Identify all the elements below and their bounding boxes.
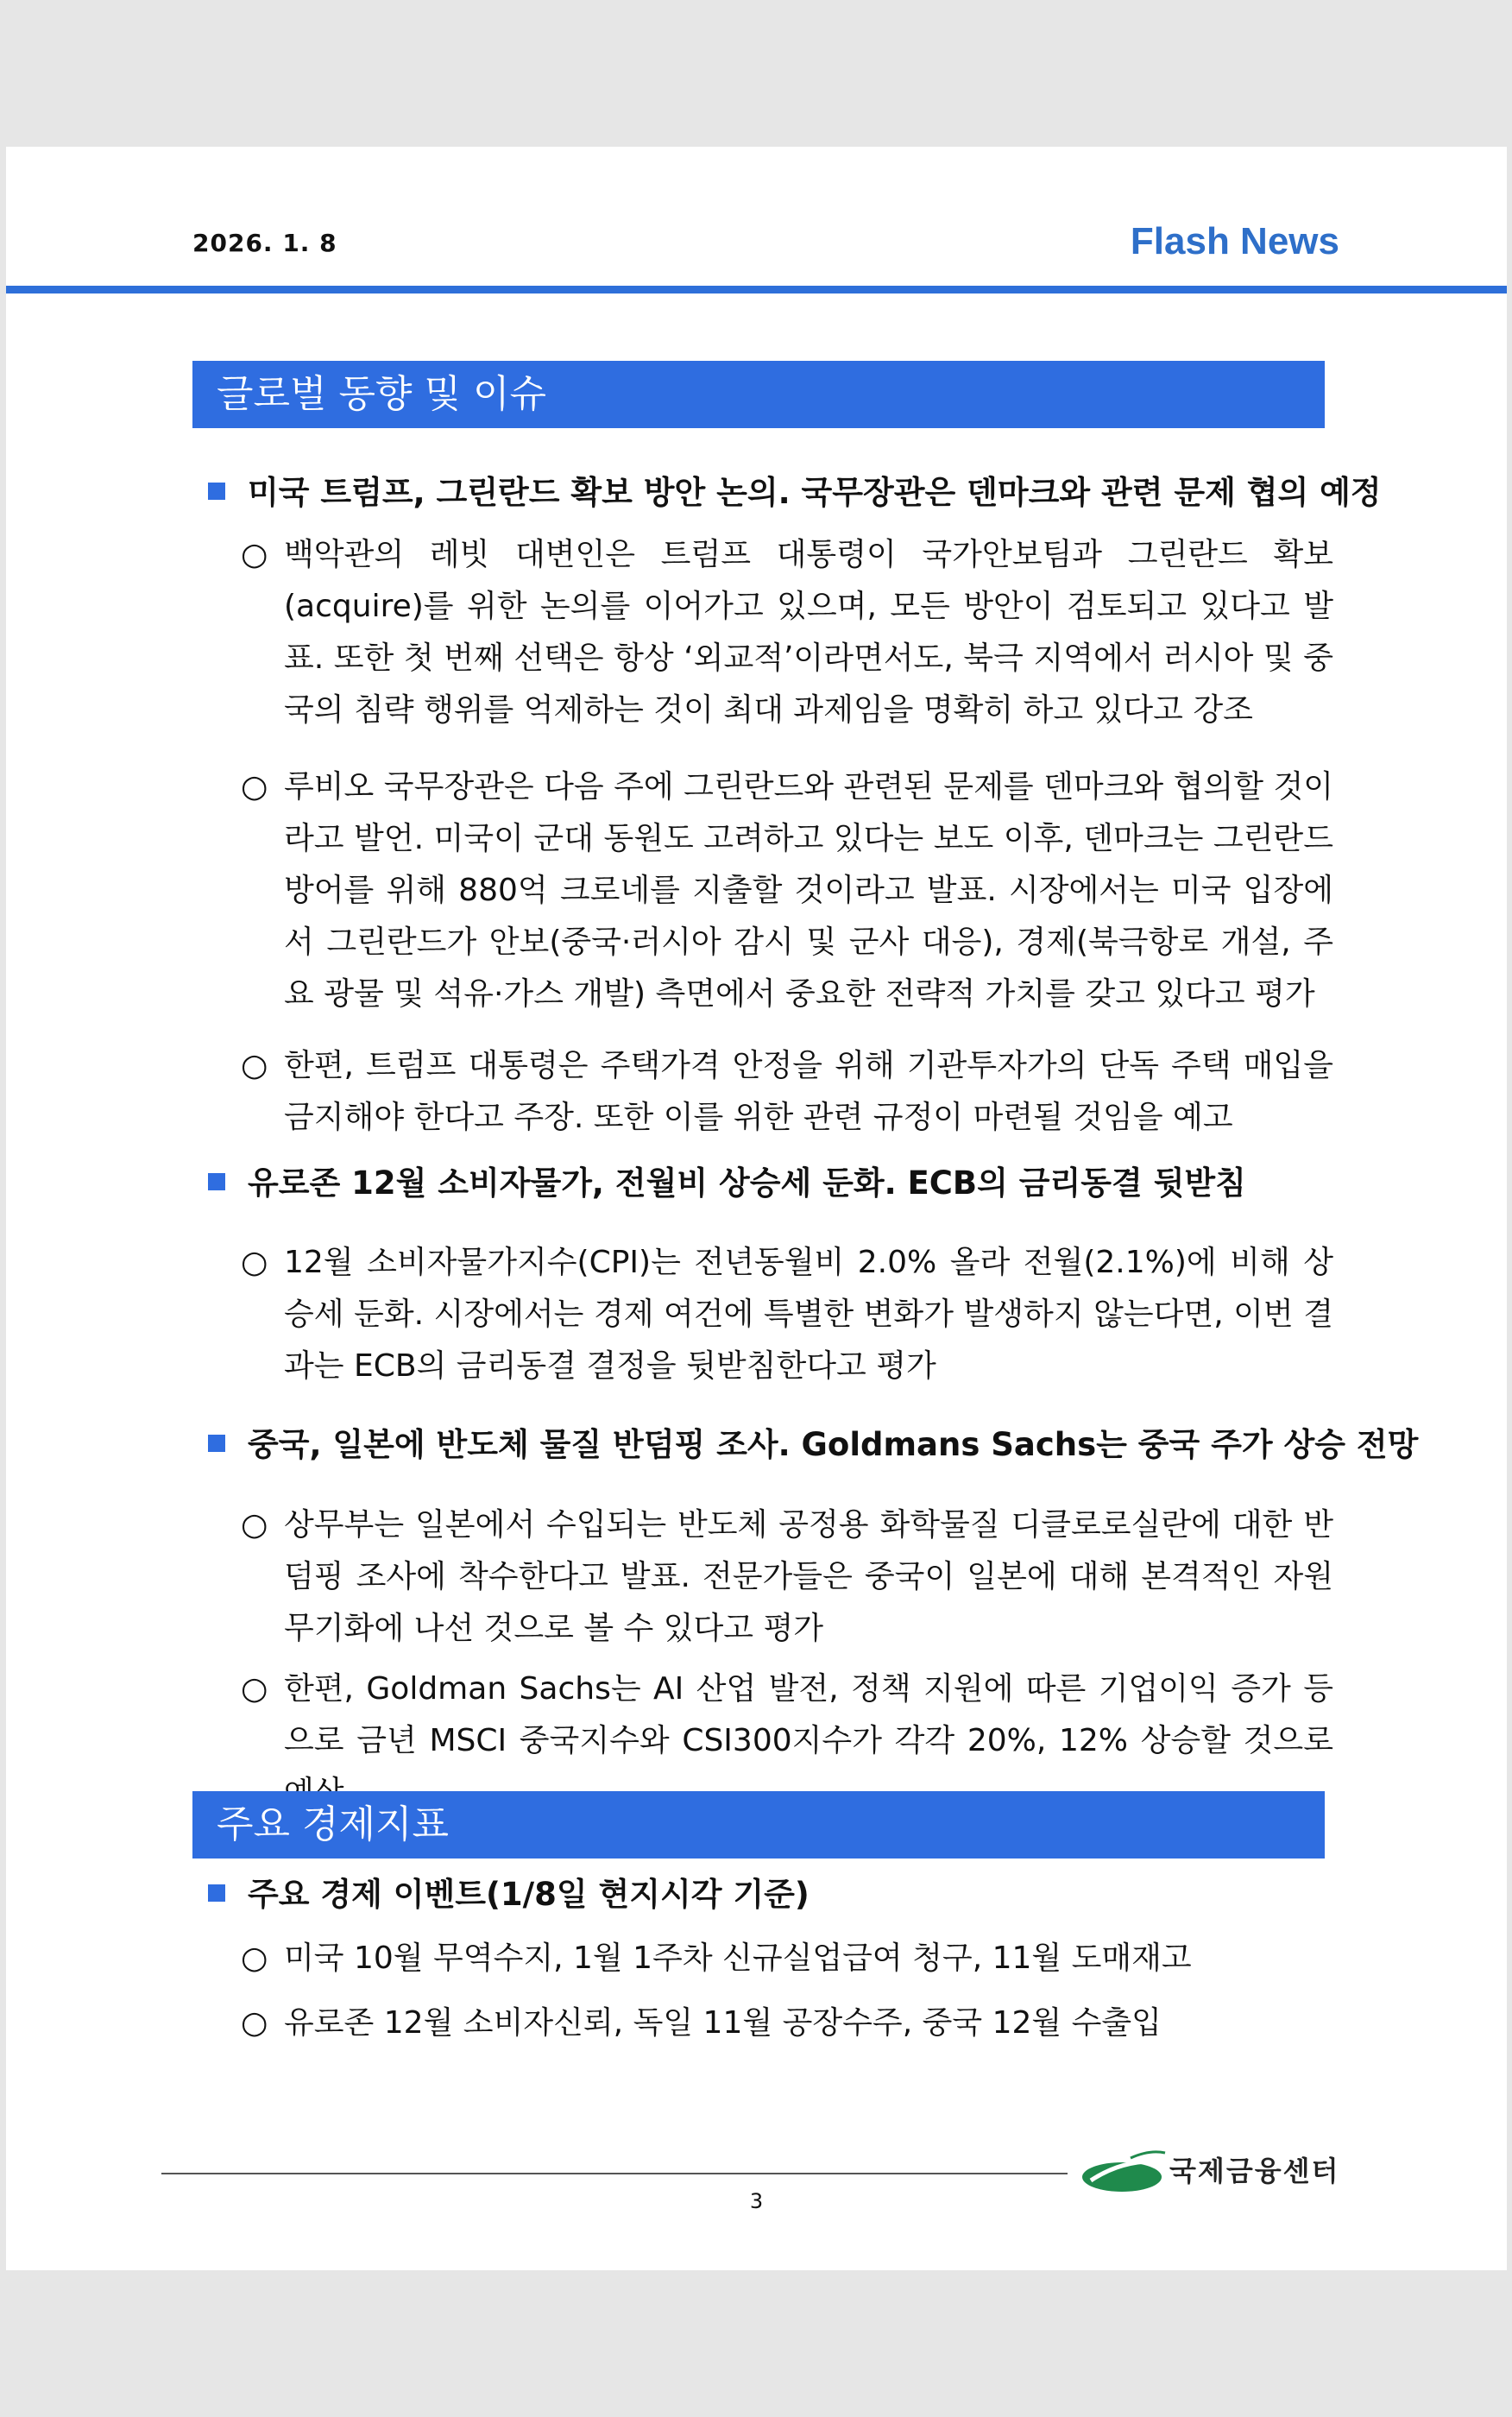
document-page bbox=[6, 147, 1507, 2270]
bullet-text: 유로존 12월 소비자신뢰, 독일 11월 공장수주, 중국 12월 수출입 bbox=[284, 2005, 1162, 2041]
topic-headline bbox=[208, 1157, 1246, 1203]
bullet-text: 백악관의 레빗 대변인은 트럼프 대통령이 국가안보팀과 그린란드 확보(acquire)를 위한 논의를 이어가고 있으며, 모든 방안이 검토되고 있다고 발표. 또한 첫 번째 선택은 항상 ‘외교적’이라면서도, 북극 지역에서 러시아 및 중국의 침략 행위를 억제하는 것이 최대 과제임을 명확히 하고 있다고 강조 bbox=[284, 537, 1333, 728]
square-bullet-icon bbox=[208, 1173, 225, 1190]
list-item bbox=[241, 761, 1333, 1020]
bullet-text: 한편, Goldman Sachs는 AI 산업 발전, 정책 지원에 따른 기업이익 증가 등으로 금년 MSCI 중국지수와 CSI300지수가 각각 20%, 12% 상승할 것으로 bbox=[284, 1671, 1333, 1758]
list-item bbox=[241, 1997, 1333, 2049]
topic-headline bbox=[208, 1868, 810, 1915]
brand-title: Flash News bbox=[1130, 220, 1339, 262]
topic-headline bbox=[208, 1418, 1418, 1465]
list-item bbox=[241, 1237, 1333, 1392]
list-item bbox=[241, 1933, 1333, 1985]
list-item bbox=[241, 1499, 1333, 1655]
circle-bullet-icon: ○ bbox=[241, 769, 268, 805]
circle-bullet-icon: ○ bbox=[241, 2005, 268, 2041]
report-date: 2026. 1. 8 bbox=[192, 229, 337, 257]
headline-text: 미국 트럼프, 그린란드 확보 방안 논의. 국무장관은 덴마크와 관련 문제 협의 예정 bbox=[248, 474, 1382, 511]
bullet-text: 상무부는 일본에서 수입되는 반도체 공정용 화학물질 디클로로실란에 대한 반덤핑 조사에 착수한다고 발표. 전문가들은 중국이 일본에 대해 본격적인 자원 무기화에 나선 것으로 볼 수 있다고 평가 bbox=[284, 1507, 1333, 1646]
headline-text: 중국, 일본에 반도체 물질 반덤핑 조사. Goldmans Sachs는 중국 주가 상승 전망 bbox=[248, 1426, 1419, 1463]
bullet-text: 루비오 국무장관은 다음 주에 그린란드와 관련된 문제를 덴마크와 협의할 것이라고 발언. 미국이 군대 동원도 고려하고 있다는 보도 이후, 덴마크는 그린란드 방어를 위해 880억 크로네를 지출할 것이라고 발표. 시장에서는 미국 입장에서 그린란드가 안보(중국·러시아 감시 및 군사 대응), 경제(북극항로 개설, 주요 광물 및 석유·가스 개발) 측면에서 중요한 전략적 가치를 갖고 있다고 평가 bbox=[284, 769, 1333, 1012]
circle-bullet-icon: ○ bbox=[241, 1507, 268, 1543]
headline-text: 주요 경제 이벤트(1/8일 현지시각 기준) bbox=[248, 1876, 810, 1913]
section-title-indicators: 주요 경제지표 bbox=[192, 1791, 1325, 1859]
section-title-global: 글로벌 동향 및 이슈 bbox=[192, 361, 1325, 428]
list-item bbox=[241, 1040, 1333, 1144]
circle-bullet-icon: ○ bbox=[241, 537, 268, 572]
header-divider bbox=[6, 286, 1507, 293]
list-item bbox=[241, 529, 1333, 736]
square-bullet-icon bbox=[208, 1435, 225, 1452]
topic-headline bbox=[208, 466, 1382, 513]
footer-divider bbox=[161, 2173, 1068, 2174]
bullet-text: 미국 10월 무역수지, 1월 1주차 신규실업급여 청구, 11월 도매재고 bbox=[284, 1941, 1192, 1976]
square-bullet-icon bbox=[208, 1884, 225, 1902]
circle-bullet-icon: ○ bbox=[241, 1941, 268, 1976]
circle-bullet-icon: ○ bbox=[241, 1245, 268, 1280]
bullet-text: 12월 소비자물가지수(CPI)는 전년동월비 2.0% 올라 전월(2.1%)에 비해 상승세 둔화. 시장에서는 경제 여건에 특별한 변화가 발생하지 않는다면, 이번 결과는 ECB의 금리동결 결정을 뒷받침한다고 평가 bbox=[284, 1245, 1333, 1384]
circle-bullet-icon: ○ bbox=[241, 1048, 268, 1083]
square-bullet-icon bbox=[208, 483, 225, 500]
page-number: 3 bbox=[749, 2189, 764, 2213]
headline-text: 유로존 12월 소비자물가, 전월비 상승세 둔화. ECB의 금리동결 뒷받침 bbox=[248, 1164, 1246, 1202]
circle-bullet-icon: ○ bbox=[241, 1671, 268, 1707]
bullet-text: 한편, 트럼프 대통령은 주택가격 안정을 위해 기관투자가의 단독 주택 매입을 금지해야 한다고 주장. 또한 이를 위한 관련 규정이 마련될 것임을 예고 bbox=[284, 1048, 1333, 1135]
organization-name: 국제금융센터 bbox=[1169, 2155, 1340, 2187]
